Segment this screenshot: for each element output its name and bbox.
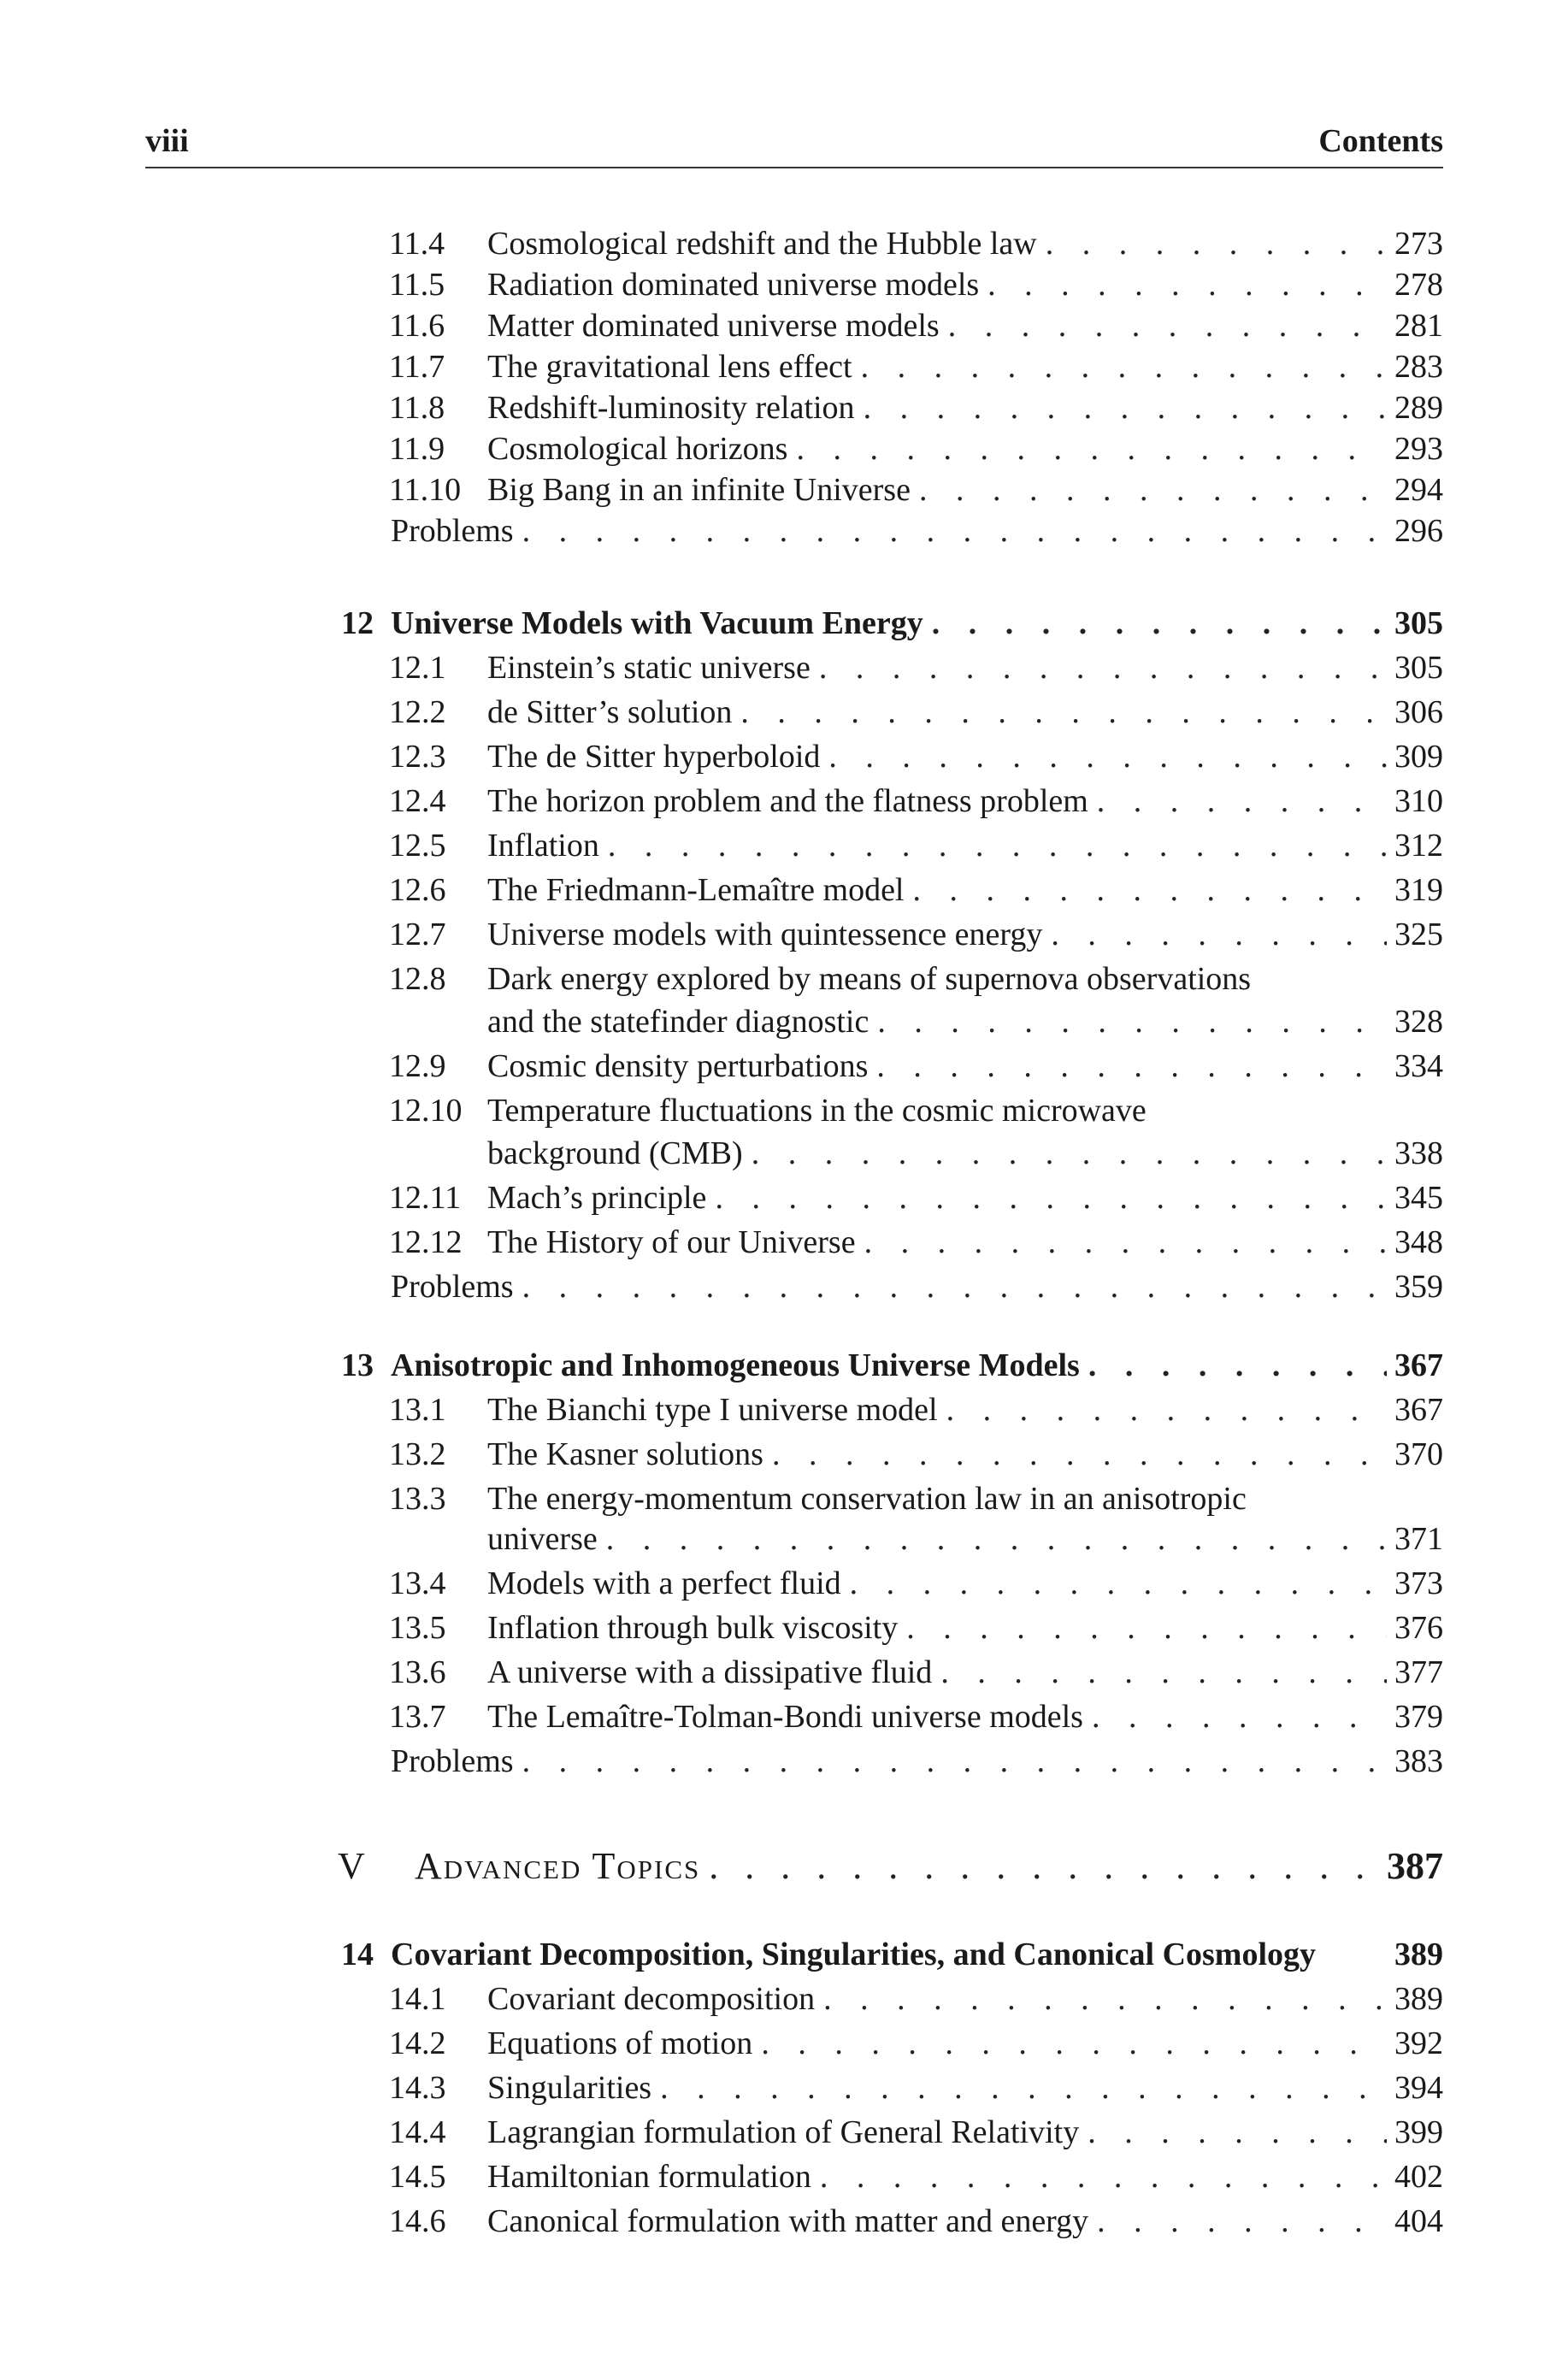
toc-entry-body — [487, 1697, 1443, 1736]
dot-leader — [987, 265, 1387, 304]
dot-leader — [828, 737, 1387, 776]
toc-number: 13.7 — [389, 1699, 446, 1735]
toc-page-number: 377 — [1394, 1654, 1443, 1690]
toc-number: 12.12 — [389, 1224, 463, 1260]
toc-entry-body — [391, 511, 1443, 551]
toc-page-number: 305 — [1394, 650, 1443, 686]
toc-title: Hamiltonian formulation — [487, 2159, 811, 2195]
dot-leader — [1097, 781, 1387, 821]
toc-number: 14.4 — [389, 2114, 446, 2150]
toc-number: 12.1 — [389, 650, 446, 686]
toc-number: 12.10 — [389, 1093, 463, 1129]
toc-page-number: 294 — [1394, 472, 1443, 508]
toc-entry-body — [487, 1519, 1443, 1559]
toc-entry-body — [487, 2202, 1443, 2241]
dot-leader — [948, 306, 1387, 345]
toc-entry-body — [487, 648, 1443, 687]
toc-title: and the statefinder diagnostic — [487, 1004, 869, 1040]
toc-entry-body — [487, 347, 1443, 386]
toc-page-number: 379 — [1394, 1699, 1443, 1735]
dot-leader — [864, 388, 1387, 427]
toc-entry-body — [391, 1742, 1443, 1781]
toc-page-number: 278 — [1394, 267, 1443, 303]
toc-title: universe — [487, 1521, 598, 1557]
toc-entry-body — [487, 2068, 1443, 2108]
toc-title: de Sitter’s solution — [487, 694, 733, 730]
dot-leader — [864, 1223, 1387, 1262]
toc-title: The Kasner solutions — [487, 1436, 763, 1472]
dot-leader — [522, 511, 1387, 551]
toc-title: Universe models with quintessence energy — [487, 917, 1043, 952]
toc-number: 12.11 — [389, 1180, 462, 1216]
toc-title: Inflation — [487, 828, 599, 864]
toc-number: 13.1 — [389, 1392, 446, 1428]
toc-title: Cosmic density perturbations — [487, 1048, 869, 1084]
toc-page-number: 348 — [1394, 1224, 1443, 1260]
toc-title: The Friedmann-Lemaître model — [487, 872, 905, 908]
toc-title: A universe with a dissipative fluid — [487, 1654, 933, 1690]
toc-entry-body — [487, 306, 1443, 345]
toc-title: Advanced Topics — [415, 1845, 701, 1887]
toc-title: Lagrangian formulation of General Relativity — [487, 2114, 1080, 2150]
toc-entry-body — [487, 737, 1443, 776]
toc-page-number: 367 — [1394, 1392, 1443, 1428]
toc-page-number: 319 — [1394, 872, 1443, 908]
dot-leader — [608, 826, 1387, 865]
toc-page-number: 305 — [1394, 605, 1443, 641]
toc-entry-body — [391, 1346, 1443, 1385]
dot-leader — [906, 1608, 1387, 1648]
dot-leader — [946, 1390, 1387, 1430]
dot-leader — [1088, 2113, 1387, 2152]
toc-entry-body — [391, 604, 1443, 643]
toc-page-number: 389 — [1394, 1937, 1443, 1972]
toc-number: 12.8 — [389, 961, 446, 997]
toc-title: The Bianchi type I universe model — [487, 1392, 938, 1428]
dot-leader — [919, 470, 1387, 510]
toc-entry-body — [487, 1435, 1443, 1474]
toc-title: Big Bang in an infinite Universe — [487, 472, 911, 508]
toc-number: 14.1 — [389, 1981, 446, 2017]
toc-title: Dark energy explored by means of supernova observations — [487, 961, 1252, 997]
toc-number: 13.2 — [389, 1436, 446, 1472]
page-number: viii — [145, 123, 189, 159]
toc-title: Covariant decomposition — [487, 1981, 816, 2017]
toc-entry-body — [487, 1979, 1443, 2019]
toc-page-number: 370 — [1394, 1436, 1443, 1472]
dot-leader — [823, 1979, 1387, 2019]
toc-title: The de Sitter hyperboloid — [487, 739, 821, 775]
toc-number: 11.4 — [389, 226, 445, 262]
dot-leader — [819, 648, 1387, 687]
toc-page-number: 371 — [1394, 1521, 1443, 1557]
toc-title: Radiation dominated universe models — [487, 267, 980, 303]
table-of-contents — [338, 0, 1443, 2376]
toc-entry-body — [415, 1847, 1443, 1886]
toc-page-number: 296 — [1394, 513, 1443, 549]
running-title: Contents — [1318, 123, 1443, 159]
dot-leader — [752, 1134, 1387, 1173]
toc-page-number: 309 — [1394, 739, 1443, 775]
toc-number: 12.3 — [389, 739, 446, 775]
dot-leader — [522, 1742, 1387, 1781]
toc-number: 12 — [341, 605, 374, 641]
toc-entry-body — [487, 2113, 1443, 2152]
toc-title: Canonical formulation with matter and energy — [487, 2203, 1089, 2239]
dot-leader — [913, 870, 1388, 910]
toc-title: The Lemaître-Tolman-Bondi universe models — [487, 1699, 1083, 1735]
dot-leader — [940, 1653, 1387, 1692]
toc-page-number: 402 — [1394, 2159, 1443, 2195]
toc-title: Models with a perfect fluid — [487, 1565, 841, 1601]
toc-title: Universe Models with Vacuum Energy — [391, 605, 923, 641]
dot-leader — [715, 1178, 1387, 1217]
toc-number: 12.6 — [389, 872, 446, 908]
toc-entry-body — [487, 693, 1443, 732]
toc-entry-body — [391, 1267, 1443, 1306]
toc-page-number: 394 — [1394, 2070, 1443, 2106]
toc-number: 14.2 — [389, 2025, 446, 2061]
toc-entry-body — [487, 1134, 1443, 1173]
toc-number: 14.6 — [389, 2203, 446, 2239]
toc-page-number: 345 — [1394, 1180, 1443, 1216]
toc-page-number: 289 — [1394, 390, 1443, 426]
toc-entry-body — [487, 915, 1443, 954]
toc-entry-body — [487, 1390, 1443, 1430]
dot-leader — [932, 604, 1387, 643]
toc-number: 12.7 — [389, 917, 446, 952]
toc-entry-body — [487, 265, 1443, 304]
toc-title: Matter dominated universe models — [487, 308, 940, 344]
dot-leader — [861, 347, 1387, 386]
dot-leader — [1046, 224, 1387, 263]
dot-leader — [820, 2157, 1387, 2196]
toc-title: Singularities — [487, 2070, 652, 2106]
toc-entry-body — [487, 870, 1443, 910]
dot-leader — [772, 1435, 1387, 1474]
toc-number: 13.5 — [389, 1610, 446, 1646]
toc-entry-body — [487, 781, 1443, 821]
toc-title: The gravitational lens effect — [487, 349, 852, 385]
toc-entry-body — [391, 1935, 1443, 1974]
toc-page-number: 325 — [1394, 917, 1443, 952]
toc-page-number: 392 — [1394, 2025, 1443, 2061]
toc-number: 11.8 — [389, 390, 445, 426]
toc-page-number: 404 — [1394, 2203, 1443, 2239]
toc-title: Cosmological redshift and the Hubble law — [487, 226, 1037, 262]
dot-leader — [740, 693, 1387, 732]
toc-page-number: 334 — [1394, 1048, 1443, 1084]
toc-entry-body — [487, 429, 1443, 469]
toc-title: The horizon problem and the flatness problem — [487, 783, 1088, 819]
toc-entry-body — [487, 1653, 1443, 1692]
toc-number: 12.5 — [389, 828, 446, 864]
toc-number: 14 — [341, 1937, 374, 1972]
toc-page-number: 328 — [1394, 1004, 1443, 1040]
dot-leader — [877, 1002, 1387, 1041]
toc-title: The History of our Universe — [487, 1224, 856, 1260]
toc-page-number: 387 — [1387, 1845, 1443, 1887]
toc-title: background (CMB) — [487, 1135, 743, 1171]
toc-entry-body — [487, 1178, 1443, 1217]
toc-page-number: 310 — [1394, 783, 1443, 819]
toc-page-number: 399 — [1394, 2114, 1443, 2150]
toc-title: Redshift-luminosity relation — [487, 390, 855, 426]
dot-leader — [1051, 915, 1387, 954]
toc-entry-body — [487, 1002, 1443, 1041]
toc-title: Einstein’s static universe — [487, 650, 811, 686]
toc-entry-body — [487, 470, 1443, 510]
toc-title: Mach’s principle — [487, 1180, 707, 1216]
toc-title: Problems — [391, 1269, 514, 1305]
toc-page-number: 281 — [1394, 308, 1443, 344]
dot-leader — [876, 1047, 1387, 1086]
toc-title: Cosmological horizons — [487, 431, 788, 467]
dot-leader — [709, 1847, 1376, 1886]
toc-page-number: 359 — [1394, 1269, 1443, 1305]
toc-number: 11.7 — [389, 349, 445, 385]
toc-page-number: 338 — [1394, 1135, 1443, 1171]
toc-title: Equations of motion — [487, 2025, 753, 2061]
dot-leader — [660, 2068, 1387, 2108]
toc-page-number: 373 — [1394, 1565, 1443, 1601]
toc-title: Temperature fluctuations in the cosmic microwave — [487, 1093, 1147, 1129]
toc-number: 11.5 — [389, 267, 445, 303]
toc-entry-body — [487, 1047, 1443, 1086]
toc-number: 14.3 — [389, 2070, 446, 2106]
toc-number: 11.9 — [389, 431, 445, 467]
toc-page-number: 383 — [1394, 1743, 1443, 1779]
toc-page-number: 283 — [1394, 349, 1443, 385]
toc-number: 12.4 — [389, 783, 446, 819]
dot-leader — [522, 1267, 1387, 1306]
toc-page-number: 389 — [1394, 1981, 1443, 2017]
toc-number: 13.4 — [389, 1565, 446, 1601]
toc-entry-body — [487, 959, 1443, 999]
toc-entry-body — [487, 2024, 1443, 2063]
toc-number: V — [338, 1845, 365, 1887]
toc-title: Anisotropic and Inhomogeneous Universe Models — [391, 1347, 1080, 1383]
toc-entry-body — [487, 2157, 1443, 2196]
toc-title: The energy-momentum conservation law in an anisotropic — [487, 1481, 1247, 1517]
toc-title: Inflation through bulk viscosity — [487, 1610, 899, 1646]
toc-number: 13 — [341, 1347, 374, 1383]
toc-number: 11.6 — [389, 308, 445, 344]
toc-number: 13.6 — [389, 1654, 446, 1690]
dot-leader — [796, 429, 1387, 469]
toc-number: 12.9 — [389, 1048, 446, 1084]
dot-leader — [1092, 1697, 1387, 1736]
dot-leader — [761, 2024, 1387, 2063]
toc-title: Problems — [391, 513, 514, 549]
dot-leader — [850, 1564, 1387, 1603]
toc-entry-body — [487, 224, 1443, 263]
toc-page-number: 367 — [1394, 1347, 1443, 1383]
toc-entry-body — [487, 1564, 1443, 1603]
toc-entry-body — [487, 1091, 1443, 1130]
toc-page-number: 293 — [1394, 431, 1443, 467]
toc-entry-body — [487, 1608, 1443, 1648]
toc-entry-body — [487, 1223, 1443, 1262]
toc-entry-body — [487, 388, 1443, 427]
toc-title: Problems — [391, 1743, 514, 1779]
dot-leader — [606, 1519, 1387, 1559]
toc-title: Covariant Decomposition, Singularities, and Canonical Cosmology — [391, 1937, 1317, 1972]
toc-page-number: 376 — [1394, 1610, 1443, 1646]
toc-page-number: 306 — [1394, 694, 1443, 730]
toc-page-number: 273 — [1394, 226, 1443, 262]
toc-page-number: 312 — [1394, 828, 1443, 864]
toc-number: 14.5 — [389, 2159, 446, 2195]
toc-entry-body — [487, 826, 1443, 865]
dot-leader — [1088, 1346, 1387, 1385]
toc-entry-body — [487, 1479, 1443, 1518]
toc-number: 11.10 — [389, 472, 462, 508]
dot-leader — [1097, 2202, 1387, 2241]
toc-number: 13.3 — [389, 1481, 446, 1517]
toc-number: 12.2 — [389, 694, 446, 730]
